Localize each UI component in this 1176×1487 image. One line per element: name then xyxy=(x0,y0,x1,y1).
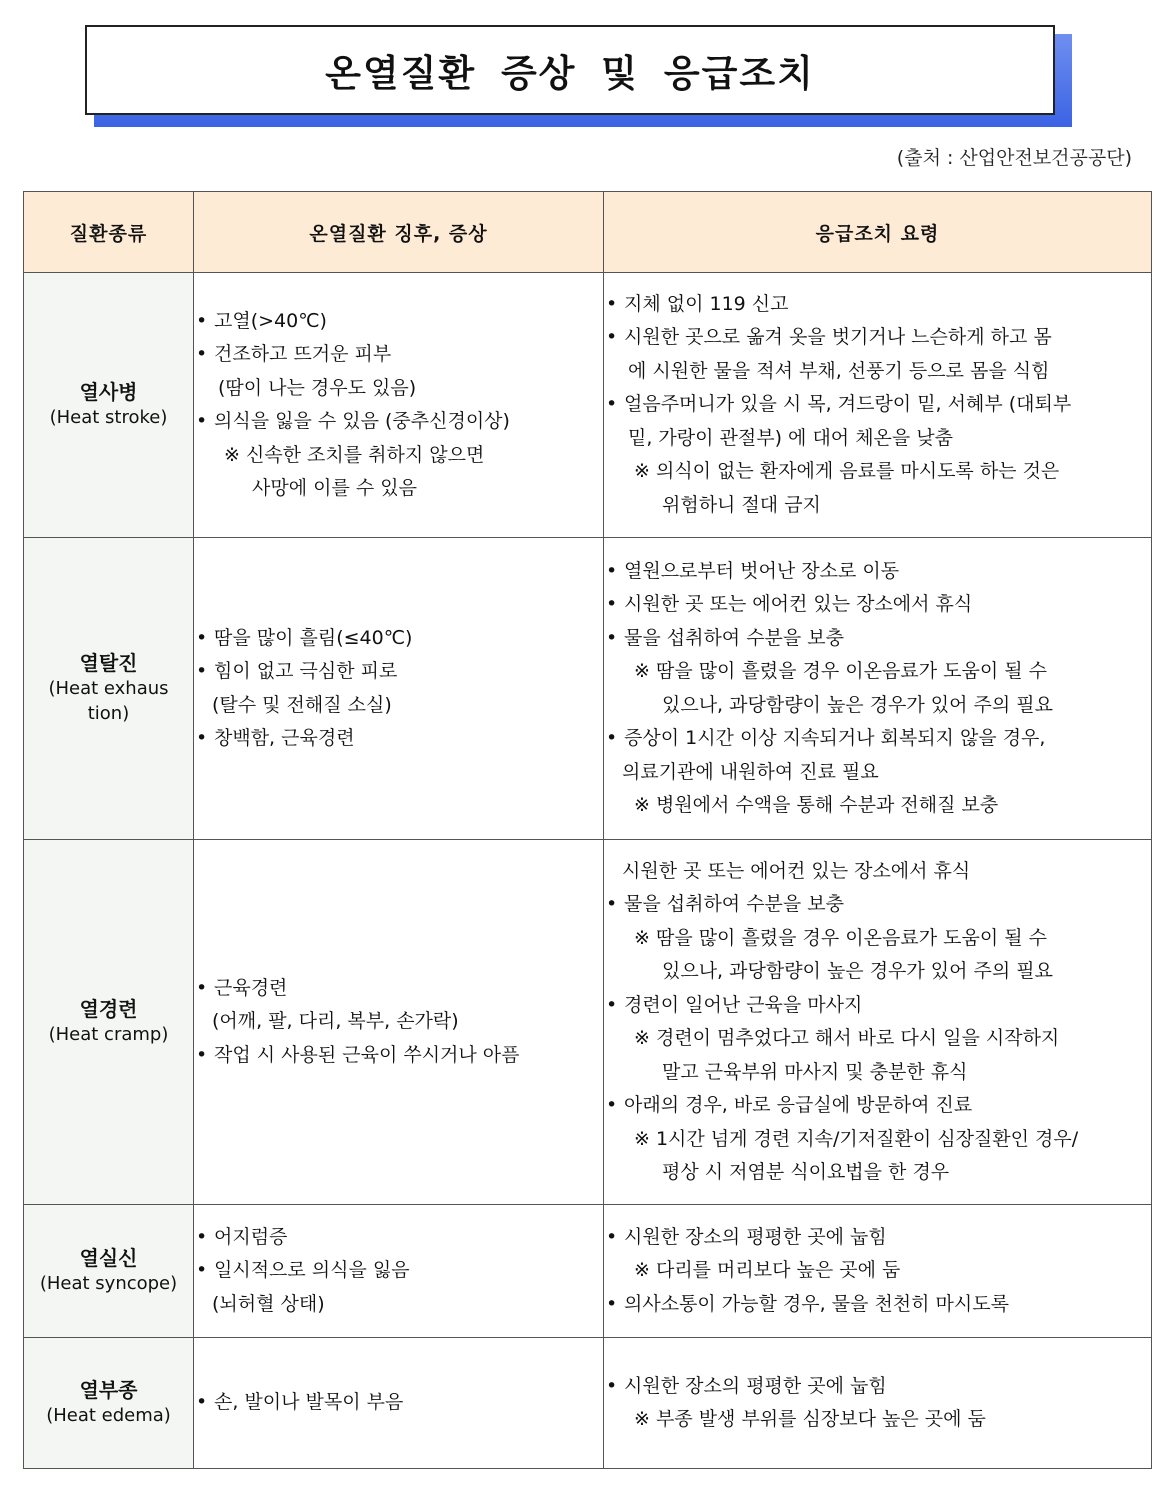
symptoms-cell xyxy=(194,273,604,538)
disease-name-ko: 열탈진 xyxy=(79,651,138,675)
first-aid-cell xyxy=(604,1205,1152,1338)
list-item: 있으나, 과당함량이 높은 경우가 있어 주의 필요 xyxy=(662,960,1054,982)
list-item: • 어지럼증 xyxy=(194,1221,603,1255)
disease-name-en: (Heat cramp) xyxy=(48,1024,169,1045)
disease-name-ko: 열사병 xyxy=(79,380,138,404)
symptoms-cell xyxy=(194,1338,604,1469)
first-aid-cell xyxy=(604,273,1152,538)
disease-name-ko: 열실신 xyxy=(79,1246,138,1270)
list-item: 시원한 곳 또는 에어컨 있는 장소에서 휴식 xyxy=(622,859,971,882)
list-item: • 물을 섭취하여 수분을 보충 xyxy=(604,888,1151,922)
list-item: • 시원한 곳 또는 에어컨 있는 장소에서 휴식 xyxy=(604,588,1151,622)
first-aid-cell xyxy=(604,1338,1152,1469)
list-item: • 시원한 장소의 평평한 곳에 눕힘 xyxy=(604,1221,1151,1255)
symptoms-cell xyxy=(194,840,604,1205)
list-item: • 힘이 없고 극심한 피로 xyxy=(194,655,603,689)
disease-name-en: (Heat edema) xyxy=(46,1405,171,1426)
disease-name-en: (Heat syncope) xyxy=(39,1273,178,1294)
table-row xyxy=(24,1338,1152,1469)
title-box xyxy=(85,25,1055,115)
list-item: 사망에 이를 수 있음 xyxy=(252,477,417,499)
list-item: 있으나, 과당함량이 높은 경우가 있어 주의 필요 xyxy=(662,693,1054,716)
disease-type-cell xyxy=(24,1338,194,1469)
header-first-aid: 응급조치 요령 xyxy=(604,192,1152,273)
heat-illness-table xyxy=(23,191,1152,1469)
list-item: • 땀을 많이 흘림(≤40℃) xyxy=(194,622,603,656)
list-item: • 근육경련 xyxy=(194,972,603,1006)
list-item: • 일시적으로 의식을 잃음 xyxy=(194,1254,603,1288)
table-row xyxy=(24,1205,1152,1338)
disease-type-cell xyxy=(24,538,194,840)
list-item: • 지체 없이 119 신고 xyxy=(604,288,1151,322)
list-item: • 작업 시 사용된 근육이 쑤시거나 아픔 xyxy=(194,1039,603,1073)
list-item: • 의사소통이 가능할 경우, 물을 천천히 마시도록 xyxy=(604,1288,1151,1322)
disease-name-en: (Heat stroke) xyxy=(49,407,168,428)
header-disease-type: 질환종류 xyxy=(24,192,194,273)
list-item: • 아래의 경우, 바로 응급실에 방문하여 진료 xyxy=(604,1089,1151,1123)
source-note: (출처 : 산업안전보건공공단) xyxy=(896,147,1132,169)
header-symptoms: 온열질환 징후, 증상 xyxy=(194,192,604,273)
list-item: • 창백함, 근육경련 xyxy=(194,722,603,756)
list-item: 의료기관에 내원하여 진료 필요 xyxy=(622,760,879,783)
page-title: 온열질환 증상 및 응급조치 xyxy=(325,52,815,95)
list-item: 말고 근육부위 마사지 및 충분한 휴식 xyxy=(662,1060,968,1083)
list-item: • 열원으로부터 벗어난 장소로 이동 xyxy=(604,555,1151,589)
list-item: ※ 신속한 조치를 취하지 않으면 xyxy=(224,443,485,466)
list-item: 평상 시 저염분 식이요법을 한 경우 xyxy=(662,1161,950,1183)
disease-type-cell xyxy=(24,273,194,538)
first-aid-cell xyxy=(604,538,1152,840)
list-item: • 시원한 장소의 평평한 곳에 눕힘 xyxy=(604,1370,1151,1404)
list-item: ※ 다리를 머리보다 높은 곳에 둠 xyxy=(634,1259,901,1282)
list-item: • 경련이 일어난 근육을 마사지 xyxy=(604,989,1151,1023)
disease-name-en: (Heat exhaus xyxy=(48,678,169,699)
list-item: (뇌허혈 상태) xyxy=(212,1292,325,1315)
list-item: • 증상이 1시간 이상 지속되거나 회복되지 않을 경우, xyxy=(604,722,1151,756)
table-row xyxy=(24,840,1152,1205)
table-row xyxy=(24,538,1152,840)
list-item: ※ 땀을 많이 흘렸을 경우 이온음료가 도움이 될 수 xyxy=(634,926,1047,949)
table-row xyxy=(24,273,1152,538)
list-item: • 건조하고 뜨거운 피부 xyxy=(194,338,603,372)
disease-name-en-cont: tion) xyxy=(87,703,130,724)
list-item: 에 시원한 물을 적셔 부채, 선풍기 등으로 몸을 식힘 xyxy=(628,359,1050,382)
list-item: • 의식을 잃을 수 있음 (중추신경이상) xyxy=(194,405,603,439)
list-item: (탈수 및 전해질 소실) xyxy=(212,693,392,716)
symptoms-cell xyxy=(194,1205,604,1338)
symptoms-cell xyxy=(194,538,604,840)
list-item: • 고열(>40℃) xyxy=(194,305,603,339)
disease-type-cell xyxy=(24,1205,194,1338)
list-item: 밑, 가랑이 관절부) 에 대어 체온을 낮춤 xyxy=(628,426,954,449)
list-item: (어깨, 팔, 다리, 복부, 손가락) xyxy=(212,1010,459,1033)
list-item: • 물을 섭취하여 수분을 보충 xyxy=(604,622,1151,656)
disease-type-cell xyxy=(24,840,194,1205)
disease-name-ko: 열경련 xyxy=(79,997,138,1021)
list-item: • 얼음주머니가 있을 시 목, 겨드랑이 밑, 서혜부 (대퇴부 xyxy=(604,388,1151,422)
list-item: • 시원한 곳으로 옮겨 옷을 벗기거나 느슨하게 하고 몸 xyxy=(604,321,1151,355)
list-item: (땀이 나는 경우도 있음) xyxy=(218,376,417,399)
list-item: ※ 경련이 멈추었다고 해서 바로 다시 일을 시작하지 xyxy=(634,1027,1060,1049)
list-item: ※ 땀을 많이 흘렸을 경우 이온음료가 도움이 될 수 xyxy=(634,660,1047,682)
list-item: 위험하니 절대 금지 xyxy=(662,493,821,516)
list-item: ※ 병원에서 수액을 통해 수분과 전해질 보충 xyxy=(634,794,999,816)
first-aid-cell xyxy=(604,840,1152,1205)
disease-name-ko: 열부종 xyxy=(79,1378,138,1402)
list-item: • 손, 발이나 발목이 부음 xyxy=(194,1386,603,1420)
table-header-row xyxy=(24,192,1152,273)
list-item: ※ 1시간 넘게 경련 지속/기저질환이 심장질환인 경우/ xyxy=(634,1127,1079,1150)
list-item: ※ 부종 발생 부위를 심장보다 높은 곳에 둠 xyxy=(634,1408,986,1430)
list-item: ※ 의식이 없는 환자에게 음료를 마시도록 하는 것은 xyxy=(634,460,1060,483)
